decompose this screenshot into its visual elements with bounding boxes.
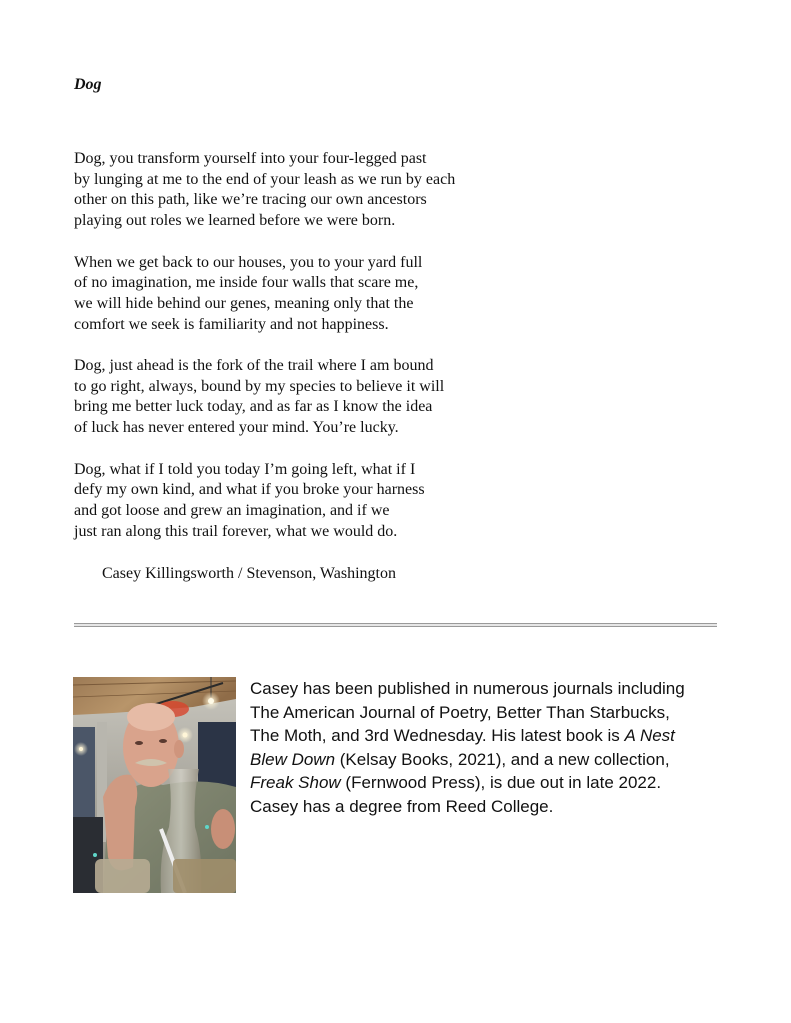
stanza: [74, 356, 455, 439]
poem-line: Dog, just ahead is the fork of the trail where I am bound: [74, 357, 434, 374]
author-bio: [250, 677, 730, 818]
poem-line: Dog, you transform yourself into your four-legged past: [74, 150, 427, 167]
book-title: Freak Show: [250, 773, 341, 792]
bio-line: [250, 724, 730, 748]
stanza: [74, 253, 455, 336]
poem-line: playing out roles we learned before we were born.: [74, 212, 396, 230]
book-title: A Nest: [624, 726, 675, 745]
author-photo: [73, 677, 236, 893]
poem-line: other on this path, like we’re tracing our own ancestors: [74, 191, 427, 209]
poem-line: of no imagination, me inside four walls that scare me,: [74, 274, 419, 292]
book-title: Blew Down: [250, 749, 336, 769]
poem-line: to go right, always, bound by my species to believe it will: [74, 377, 445, 395]
bio-text: (Kelsay Books, 2021), and a new collection,: [335, 749, 670, 769]
section-divider: [74, 623, 717, 627]
poem-line: and got loose and grew an imagination, and if we: [74, 501, 390, 519]
poem-line: just ran along this trail forever, what we would do.: [74, 522, 398, 540]
bio-text: The Moth, and 3rd Wednesday. His latest book is: [250, 726, 625, 745]
poem-line: Dog, what if I told you today I’m going left, what if I: [74, 460, 416, 478]
poem-title: Dog: [74, 76, 102, 93]
stanza: [74, 149, 455, 232]
bio-line: [250, 677, 730, 701]
poem-line: we will hide behind our genes, meaning only that the: [74, 294, 414, 312]
poem-attribution: Casey Killingsworth / Stevenson, Washington: [102, 565, 396, 582]
stanza: [74, 460, 455, 543]
bio-line: [250, 748, 730, 772]
poem-line: by lunging at me to the end of your leash as we run by each: [74, 170, 456, 188]
bio-text: Casey has been published in numerous journals including: [250, 679, 685, 698]
bio-line: [250, 795, 730, 819]
poem-line: When we get back to our houses, you to your yard full: [74, 253, 423, 271]
poem-body: [74, 149, 455, 563]
bio-text: Casey has a degree from Reed College.: [250, 796, 554, 816]
bio-line: [250, 771, 730, 795]
poem-line: of luck has never entered your mind. You’re lucky.: [74, 419, 399, 437]
bio-text: The American Journal of Poetry, Better Than Starbucks,: [250, 702, 670, 722]
poem-line: comfort we seek is familiarity and not happiness.: [74, 315, 389, 333]
bio-text: (Fernwood Press), is due out in late 2022.: [340, 773, 662, 792]
bio-line: [250, 701, 730, 725]
poem-line: bring me better luck today, and as far as I know the idea: [74, 398, 433, 416]
poem-line: defy my own kind, and what if you broke your harness: [74, 481, 425, 499]
